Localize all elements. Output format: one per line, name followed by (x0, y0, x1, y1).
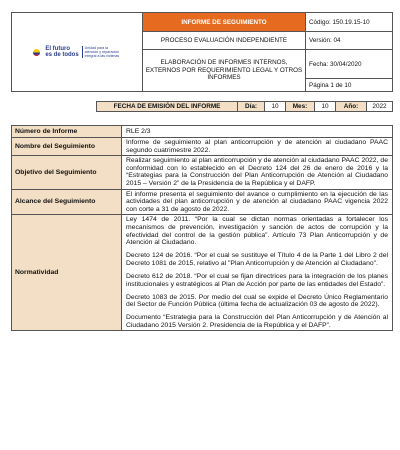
logo-slogan: El futuro es de todos (45, 46, 79, 58)
regulation-item: Ley 1474 de 2011. “Por la cual se dictan normas orientadas a fortalecer los mecanismos de prevención, investigación y sanción de actos de corrupción y la efectividad del control de la gestión pública”. Artículo 73 Plan Anticorrupción y de Atención al Ciudadano. (126, 216, 388, 247)
regulation-label: Normatividad (12, 215, 122, 331)
table-row (12, 215, 393, 331)
document-code: Código: 150.19.15-10 (306, 13, 393, 32)
tracking-scope-value: El informe presenta el seguimiento del avance o cumplimiento en la ejecución de las actividades del plan anticorrupción y de atención al ciudadano PAAC vigencia 2022 con corte a 31 de agosto de 2022. (122, 189, 393, 215)
tracking-objective-label: Objetivo del Seguimiento (12, 156, 122, 189)
page-number: Página 1 de 10 (306, 79, 393, 92)
logo-unit-name: Unidad para la atención y reparación integral a las víctimas (82, 46, 121, 58)
colombia-flag-icon (33, 49, 40, 56)
report-title: INFORME DE SEGUIMIENTO (143, 13, 306, 32)
table-row (12, 126, 393, 138)
document-header (11, 12, 393, 92)
regulation-item: Decreto 1083 de 2015. Por medio del cual se expide el Decreto Único Reglamentario del Sector de Función Pública (última fecha de actualización 03 de agosto de 2022). (126, 293, 388, 309)
regulation-list (122, 215, 393, 331)
tracking-objective-value: Realizar seguimiento al plan anticorrupción y de atención al ciudadano PAAC 2022, de conformidad con lo establecido en el Decreto 124 del 26 de enero de 2016 y la “Estrategias para la Construcción del Plan Anticorrupción de Atención al Ciudadano 2015 – Versión 2” de la Presidencia de la República y el DAFP. (122, 156, 393, 189)
table-row (12, 138, 393, 156)
logo-cell (12, 13, 143, 92)
regulation-item: Decreto 612 de 2018. “Por el cual se fijan directrices para la integración de los planes institucionales y estratégicos al Plan de Acción por parte de las entidades del Estado”. (126, 272, 388, 288)
day-value: 10 (265, 102, 286, 112)
table-row (12, 189, 393, 215)
process-name: PROCESO EVALUACIÓN INDEPENDIENTE (143, 32, 306, 50)
report-details-table (11, 125, 393, 331)
report-number-label: Número de Informe (12, 126, 122, 138)
table-row (12, 156, 393, 189)
procedure-name: ELABORACIÓN DE INFORMES INTERNOS, EXTERNOS POR REQUERIMIENTO LEGAL Y OTROS INFORMES (143, 50, 306, 92)
month-label: Mes: (286, 102, 315, 112)
regulation-item: Documento “Estrategia para la Construcción del Plan Anticorrupción y de Atención al Ciudadano 2015 Versión 2. Presidencia de la República y el DAFP”. (126, 314, 388, 329)
day-label: Día: (238, 102, 265, 112)
month-value: 10 (315, 102, 336, 112)
tracking-name-value: Informe de seguimiento al plan anticorrupción y de atención al ciudadano PAAC segundo cuatrimestre 2022. (122, 138, 393, 156)
document-version: Versión: 04 (306, 32, 393, 50)
tracking-name-label: Nombre del Seguimiento (12, 138, 122, 156)
emission-date (96, 101, 393, 112)
year-value: 2022 (367, 102, 393, 112)
document-date: Fecha: 30/04/2020 (306, 50, 393, 79)
year-label: Año: (336, 102, 367, 112)
government-logo (12, 46, 142, 58)
emission-date-label: FECHA DE EMISIÓN DEL INFORME (97, 102, 238, 112)
regulation-item: Decreto 124 de 2016. “Por el cual se sustituye el Título 4 de la Parte 1 del Libro 2 del Decreto 1081 de 2015, relativo al "Plan Anticorrupción y de Atención al Ciudadano". (126, 252, 388, 267)
report-number-value: RLE 2/3 (122, 126, 393, 138)
tracking-scope-label: Alcance del Seguimiento (12, 189, 122, 215)
